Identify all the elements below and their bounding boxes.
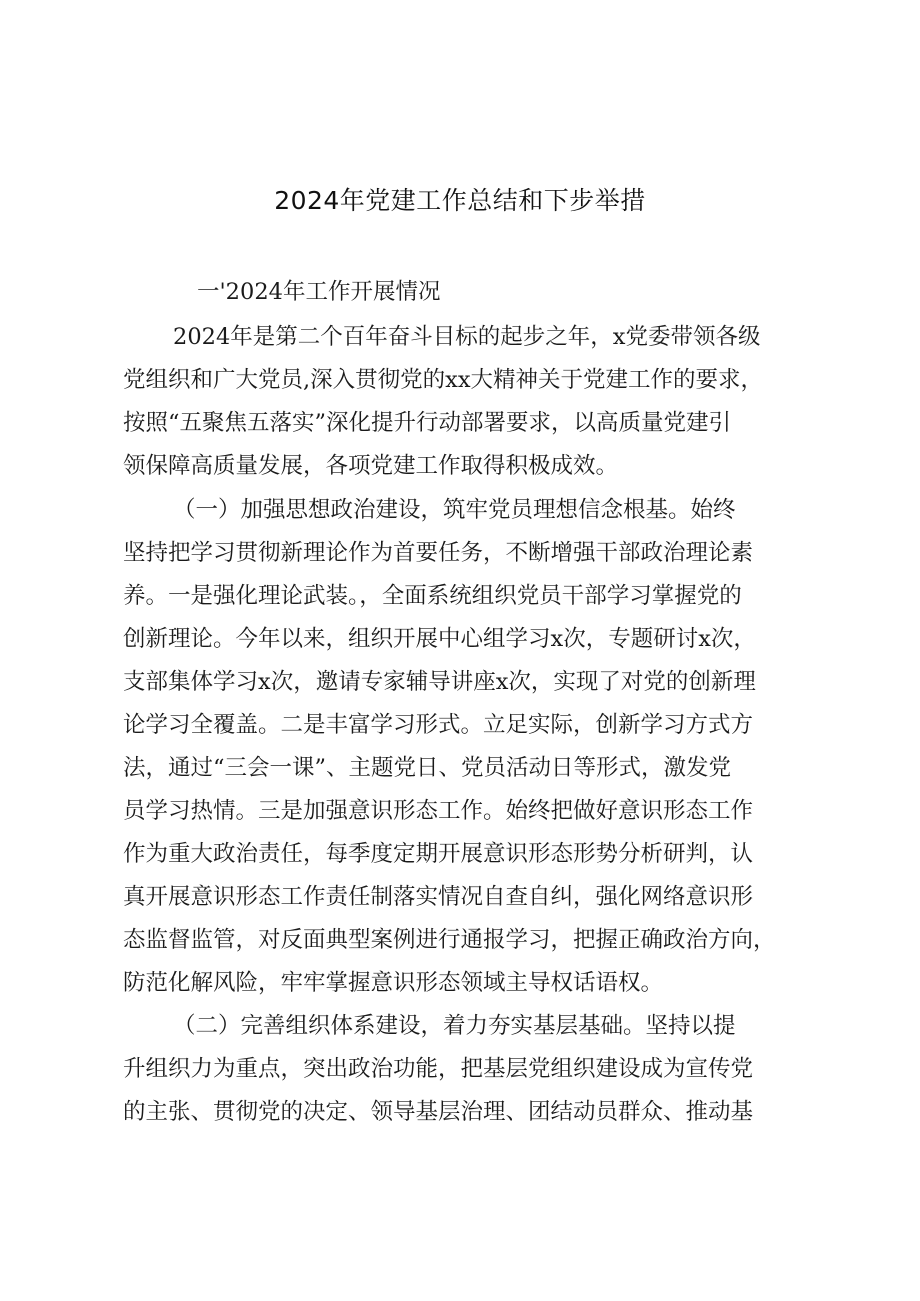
paragraph-line: 按照“五聚焦五落实”深化提升行动部署要求，以高质量党建引 (123, 410, 732, 436)
paragraph-intro (123, 316, 813, 488)
paragraph-line: 坚持把学习贯彻新理论作为首要任务，不断增强干部政治理论素 (123, 540, 754, 566)
paragraph-line: （一）加强思想政治建设，筑牢党员理想信念根基。始终 (173, 497, 736, 523)
paragraph-ideological-building (123, 489, 813, 1005)
paragraph-line: 支部集体学习x次，邀请专家辅导讲座x次，实现了对党的创新理 (123, 669, 756, 695)
paragraph-line: 领保障高质量发展，各项党建工作取得积极成效。 (123, 453, 619, 479)
paragraph-organization-building (123, 1005, 813, 1134)
paragraph-line: 论学习全覆盖。二是丰富学习形式。立足实际，创新学习方式方 (123, 712, 754, 738)
section-heading: 一'2024年工作开展情况 (197, 279, 441, 305)
paragraph-line: 2024年是第二个百年奋斗目标的起步之年，x党委带领各级 (173, 324, 761, 350)
paragraph-line: 作为重大政治责任，每季度定期开展意识形态形势分析研判，认 (123, 841, 754, 867)
document-title: 2024年党建工作总结和下步举措 (274, 186, 646, 215)
paragraph-line: 员学习热情。三是加强意识形态工作。始终把做好意识形态工作 (123, 798, 754, 824)
paragraph-line: 党组织和广大党员,深入贯彻党的xx大精神关于党建工作的要求， (123, 367, 764, 393)
paragraph-line: 态监督监管，对反面典型案例进行通报学习，把握正确政治方向， (123, 927, 776, 953)
paragraph-line: 防范化解风险，牢牢掌握意识形态领域主导权话语权。 (123, 970, 664, 996)
paragraph-line: 升组织力为重点，突出政治功能，把基层党组织建设成为宣传党 (123, 1056, 754, 1082)
paragraph-line: 养。一是强化理论武装。，全面系统组织党员干部学习掌握党的 (123, 583, 742, 609)
paragraph-line: 的主张、贯彻党的决定、领导基层治理、团结动员群众、推动基 (123, 1099, 754, 1125)
paragraph-line: 创新理论。今年以来，组织开展中心组学习x次，专题研讨x次， (123, 626, 756, 652)
paragraph-line: （二）完善组织体系建设，着力夯实基层基础。坚持以提 (173, 1013, 736, 1039)
paragraph-line: 法，通过“三会一课”、主题党日、党员活动日等形式，激发党 (123, 755, 732, 781)
paragraph-line: 真开展意识形态工作责任制落实情况自查自纠，强化网络意识形 (123, 884, 754, 910)
